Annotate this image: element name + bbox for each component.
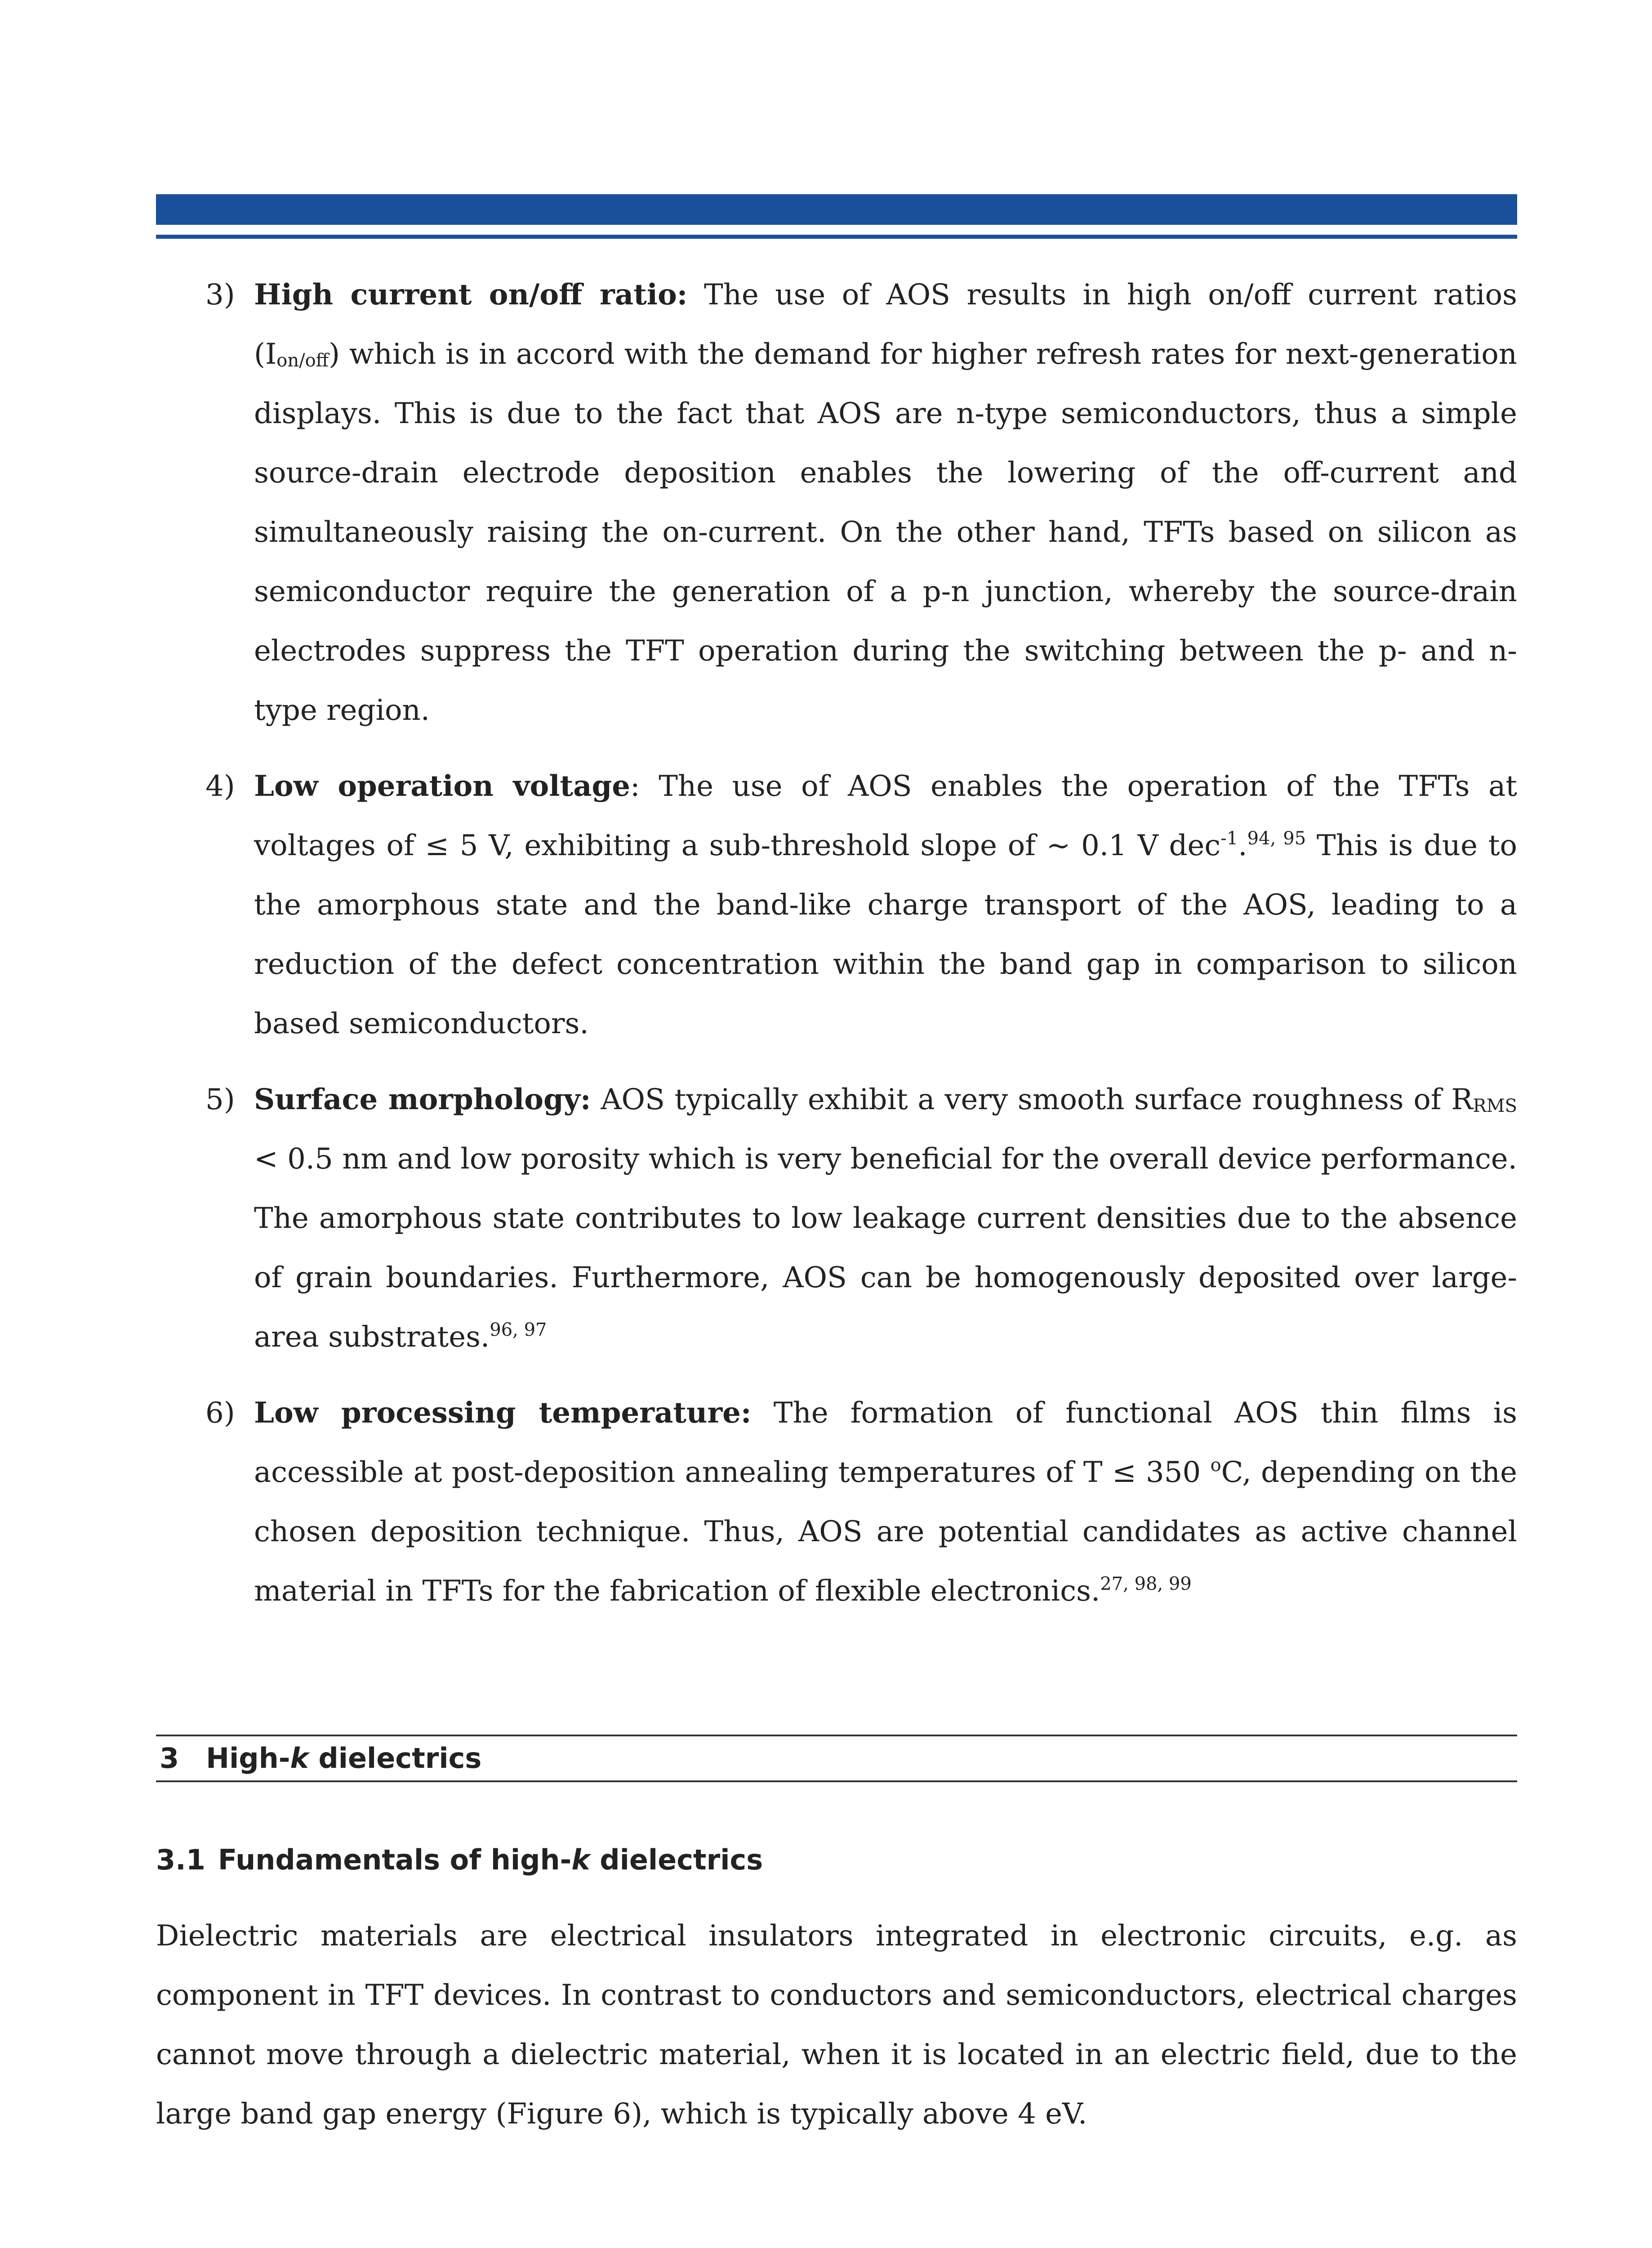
property-list	[156, 265, 1517, 1637]
list-number: 6)	[205, 1396, 235, 1430]
list-item	[156, 265, 1517, 740]
list-item-text: Low operation voltage: The use of AOS enables the operation of the TFTs at voltages of ≤ 5 V, exhibiting a sub-threshold slope of ~ 0.1 V dec$^{-1}$.$^{94, 95}$ This is due to the amorphous state and the band-like charge transport of the AOS, leading to a reduction of the defect concentration within the band gap in comparison to silicon based semiconductors.	[254, 769, 1518, 1040]
section-heading: 3 High-k dielectrics	[160, 1738, 481, 1779]
list-item-lead: Surface morphology:	[254, 1083, 591, 1116]
list-item-lead: Low processing temperature:	[254, 1396, 752, 1430]
list-item-text: High current on/off ratio: The use of AOS results in high on/off current ratios $(I_{on/off})$ which is in accord with the demand for higher refresh rates for next-generation displays. This is due to the fact that AOS are n-type semiconductors, thus a simple source-drain electrode deposition enables the lowering of the off-current and simultaneously raising the on-current. On the other hand, TFTs based on silicon as semiconductor require the generation of a p-n junction, whereby the source-drain electrodes suppress the TFT operation during the switching between the p- and n-type region.	[254, 278, 1517, 727]
list-item-lead: Low operation voltage	[254, 769, 631, 803]
list-item	[156, 1383, 1517, 1621]
section-rule-bottom	[156, 1780, 1517, 1782]
section-number: 3	[160, 1742, 179, 1775]
header-bar	[156, 194, 1517, 225]
list-number: 4)	[205, 770, 235, 803]
subsection-heading: 3.1 Fundamentals of high-k dielectrics	[156, 1840, 763, 1880]
list-item	[156, 757, 1517, 1053]
citation: 96, 97	[490, 1320, 547, 1340]
citation: 27, 98, 99	[1100, 1574, 1192, 1594]
subsection-number: 3.1	[156, 1843, 205, 1876]
list-number: 5)	[205, 1083, 235, 1116]
list-item-lead: High current on/off ratio:	[254, 278, 688, 312]
citation: 94, 95	[1247, 828, 1306, 849]
list-item-text: Low processing temperature: The formation of functional AOS thin films is accessible at post-deposition annealing temperatures of T ≤ 350 $^o$C, depending on the chosen deposition technique. Thus, AOS are potential candidates as active channel material in TFTs for the fabrication of flexible electronics.$^{27, 98, 99}$	[254, 1396, 1518, 1608]
header-rule	[156, 235, 1517, 239]
list-number: 3)	[205, 278, 235, 312]
list-item	[156, 1070, 1517, 1367]
section-rule-top	[156, 1735, 1517, 1736]
list-item-text: Surface morphology: AOS typically exhibit a very smooth surface roughness of $R_{RMS} < 0.5$ nm and low porosity which is very beneficial for the overall device performance. The amorphous state contributes to low leakage current densities due to the absence of grain boundaries. Furthermore, AOS can be homogenously deposited over large-area substrates.$^{96, 97}$	[254, 1083, 1518, 1354]
body-paragraph: Dielectric materials are electrical insulators integrated in electronic circuits, e.g. as component in TFT devices. In contrast to conductors and semiconductors, electrical charges cannot move through a dielectric material, when it is located in an electric field, due to the large band gap energy (Figure 6), which is typically above 4 eV.	[156, 1919, 1517, 2131]
